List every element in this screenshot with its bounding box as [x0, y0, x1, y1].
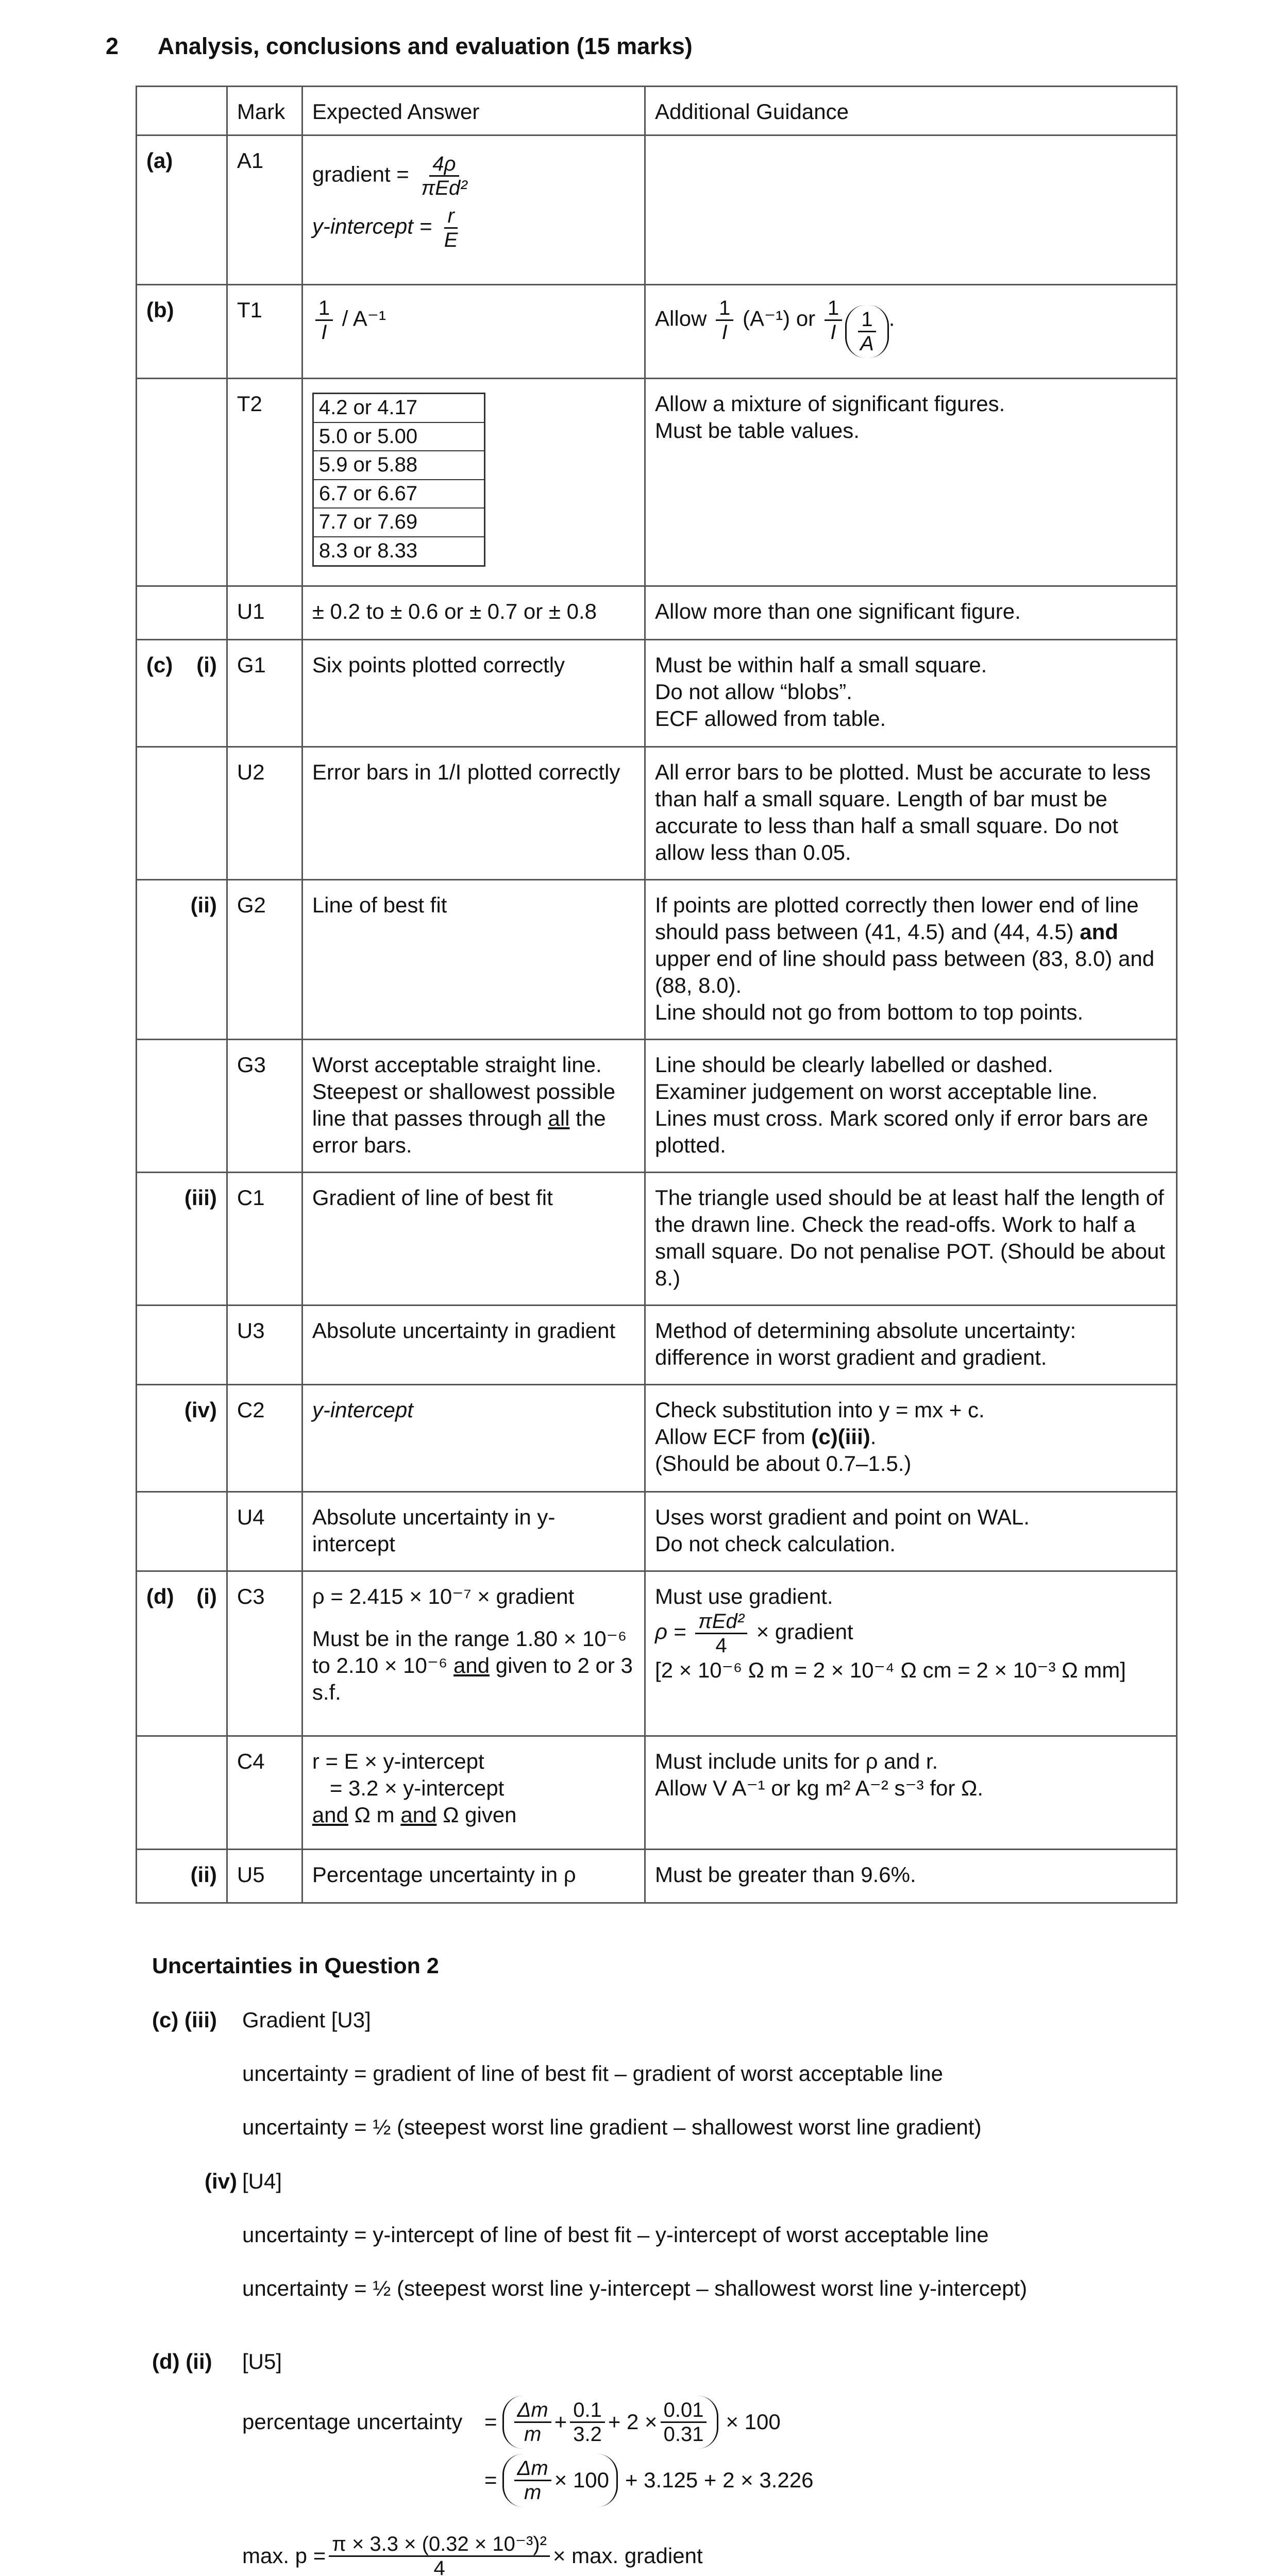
intercept-label: y-intercept = [312, 214, 432, 239]
table-row [137, 285, 1177, 379]
additional-guidance: Check substitution into y = mx + c. Allow ECF from (c)(iii). (Should be about 0.7–1.5.) [645, 1385, 1177, 1492]
mark-code: U3 [227, 1306, 302, 1385]
part-label: (b) [137, 285, 227, 379]
expected-answer [302, 135, 645, 285]
mark-code: C1 [227, 1173, 302, 1306]
additional-guidance: Must be within half a small square. Do not allow “blobs”. ECF allowed from table. [645, 640, 1177, 747]
mark-code: C3 [227, 1571, 302, 1736]
table-row [137, 880, 1177, 1040]
additional-guidance [645, 135, 1177, 285]
mark-code: U5 [227, 1850, 302, 1903]
expected-answer: Gradient of line of best fit [302, 1173, 645, 1306]
question-number: 2 [106, 33, 119, 59]
expected-answer [302, 379, 645, 586]
mark-code: G3 [227, 1040, 302, 1173]
value-cell: 8.3 or 8.33 [318, 539, 418, 563]
section-heading [106, 32, 693, 61]
expected-answer [302, 285, 645, 379]
additional-guidance: If points are plotted correctly then lower end of line should pass between (41, 4.5) and (44, 4.5) and upper end of line should pass between (83, 8.0) and (88, 8.0). Line should not go from bottom to top points. [645, 880, 1177, 1040]
table-row [137, 135, 1177, 285]
part-label: (iii) [137, 1173, 227, 1306]
note-iv: (iv) [U4] [205, 2168, 282, 2193]
mark-code: C4 [227, 1736, 302, 1850]
part-label: (ii) [137, 880, 227, 1040]
unit-label: / A⁻¹ [342, 306, 386, 331]
additional-guidance: Method of determining absolute uncertainty: difference in worst gradient and gradient. [645, 1306, 1177, 1385]
value-cell: 5.9 or 5.88 [314, 451, 484, 480]
expected-answer: Worst acceptable straight line. Steepest or shallowest possible line that passes through all the error bars. [302, 1040, 645, 1173]
mark-code: A1 [227, 135, 302, 285]
value-cell: 5.0 or 5.00 [314, 423, 484, 452]
table-row [137, 1736, 1177, 1850]
table-row [137, 1850, 1177, 1903]
part-label: (c) (i) [137, 640, 227, 747]
expected-answer: y-intercept [302, 1385, 645, 1492]
table-row [137, 1306, 1177, 1385]
part-label: (d) (i) [137, 1571, 227, 1736]
additional-guidance: Uses worst gradient and point on WAL. Do not check calculation. [645, 1492, 1177, 1571]
table-row [137, 1571, 1177, 1736]
header-mark: Mark [227, 87, 302, 135]
notes-title: Uncertainties in Question 2 [152, 1954, 439, 1978]
value-cell: 7.7 or 7.69 [314, 509, 484, 537]
mark-scheme-table [136, 86, 1178, 1904]
additional-guidance: Line should be clearly labelled or dashed. Examiner judgement on worst acceptable line. Lines must cross. Mark scored only if error bars are plotted. [645, 1040, 1177, 1173]
table-row [137, 1385, 1177, 1492]
expected-answer: Line of best fit [302, 880, 645, 1040]
part-label: (a) [137, 135, 227, 285]
additional-guidance: All error bars to be plotted. Must be accurate to less than half a small square. Length of bar must be accurate to less than half a small square. Do not allow less than 0.05. [645, 747, 1177, 880]
gradient-fraction: $\frac{4\rho}{\text{πEd²}}$ [421, 152, 467, 200]
table-row [137, 1040, 1177, 1173]
expected-answer: Absolute uncertainty in gradient [302, 1306, 645, 1385]
uncertainties-notes: Uncertainties in Question 2 (c) (iii) Gradient [U3] uncertainty = gradient of line of best fit – gradient of worst acceptable line uncertainty = ½ (steepest worst line gradient – shallowest worst line gradient) (iv) [U4] uncertainty = y-intercept of line of best fit – y-intercept of worst acceptable line uncertainty = ½ (steepest worst line y-intercept – shallowest worst line y-intercept) (d) (ii) [U5] percentage uncertainty = $\frac{\Delta m}{m}$ + $\frac{0.1}{3.2}$ + 2 × $\frac{0.01}{0.31}$ × 100 = $\frac{\Delta m}{m}$ × 100 + 3.125 + 2 × 3.226 max. p = $\frac{\text{π × 3.3 × (0.32 × 10⁻³)²}}{4}$ × max. gradient [152, 1953, 1183, 2576]
header-expected-answer: Expected Answer [302, 87, 645, 135]
percentage-uncertainty-equation: percentage uncertainty = $\frac{\Delta m}{m}$ + $\frac{0.1}{3.2}$ + 2 × $\frac{0.01}{0.31}$ × 100 [242, 2396, 1183, 2449]
additional-guidance: Must use gradient. ρ = $\frac{\text{πEd²}}{4}$ × gradient [2 × 10⁻⁶ Ω m = 2 × 10⁻⁴ Ω cm = 2 × 10⁻³ Ω mm] [645, 1571, 1177, 1736]
table-row [137, 1492, 1177, 1571]
part-label: (iv) [137, 1385, 227, 1492]
additional-guidance: Must be greater than 9.6%. [645, 1850, 1177, 1903]
max-rho-equation: max. p = $\frac{\text{π × 3.3 × (0.32 × 10⁻³)²}}{4}$ × max. gradient [242, 2532, 703, 2576]
mark-code: U1 [227, 586, 302, 640]
expected-answer: Percentage uncertainty in ρ [302, 1850, 645, 1903]
mark-code: U2 [227, 747, 302, 880]
table-header-row [137, 87, 1177, 135]
additional-guidance: Must include units for ρ and r. Allow V A⁻¹ or kg m² A⁻² s⁻³ for Ω. [645, 1736, 1177, 1850]
mark-code: U4 [227, 1492, 302, 1571]
table-row [137, 379, 1177, 586]
value-cell: 6.7 or 6.67 [314, 480, 484, 509]
expected-answer: Six points plotted correctly [302, 640, 645, 747]
mark-code: T1 [227, 285, 302, 379]
table-row [137, 747, 1177, 880]
mark-code: G1 [227, 640, 302, 747]
mark-code: T2 [227, 379, 302, 586]
expected-answer: Absolute uncertainty in y-intercept [302, 1492, 645, 1571]
expected-answer: ± 0.2 to ± 0.6 or ± 0.7 or ± 0.8 [302, 586, 645, 640]
note-d-ii: (d) (ii) [U5] [152, 2349, 282, 2374]
header-additional-guidance: Additional Guidance [645, 87, 1177, 135]
additional-guidance: Allow $\frac{1}{I}$ (A⁻¹) or $\frac{1}{I}$ $\frac{1}{A}$ . [645, 285, 1177, 379]
part-label: (ii) [137, 1850, 227, 1903]
gradient-label: gradient = [312, 162, 409, 187]
value-cell: 4.2 or 4.17 [314, 394, 484, 423]
percentage-uncertainty-equation-2: = $\frac{\Delta m}{m}$ × 100 + 3.125 + 2 × 3.226 [242, 2454, 1183, 2507]
table-row [137, 586, 1177, 640]
table-row [137, 640, 1177, 747]
additional-guidance: Allow more than one significant figure. [645, 586, 1177, 640]
intercept-fraction: $\frac{r}{E}$ [444, 205, 458, 252]
values-table [312, 393, 485, 567]
note-c-iii: (c) (iii) Gradient [U3] [152, 2008, 371, 2032]
additional-guidance: The triangle used should be at least half the length of the drawn line. Check the read-offs. Work to half a small square. Do not penalise POT. (Should be about 8.) [645, 1173, 1177, 1306]
expected-answer: ρ = 2.415 × 10⁻⁷ × gradient Must be in the range 1.80 × 10⁻⁶ to 2.10 × 10⁻⁶ and given to 2 or 3 s.f. [302, 1571, 645, 1736]
section-title: Analysis, conclusions and evaluation (15 marks) [157, 33, 693, 59]
mark-code: C2 [227, 1385, 302, 1492]
additional-guidance: Allow a mixture of significant figures. Must be table values. [645, 379, 1177, 586]
mark-code: G2 [227, 880, 302, 1040]
reciprocal-current-fraction: $\frac{1}{I}$ [315, 297, 333, 344]
expected-answer: r = E × y-intercept = 3.2 × y-intercept and Ω m and Ω given [302, 1736, 645, 1850]
table-row [137, 1173, 1177, 1306]
expected-answer: Error bars in 1/I plotted correctly [302, 747, 645, 880]
